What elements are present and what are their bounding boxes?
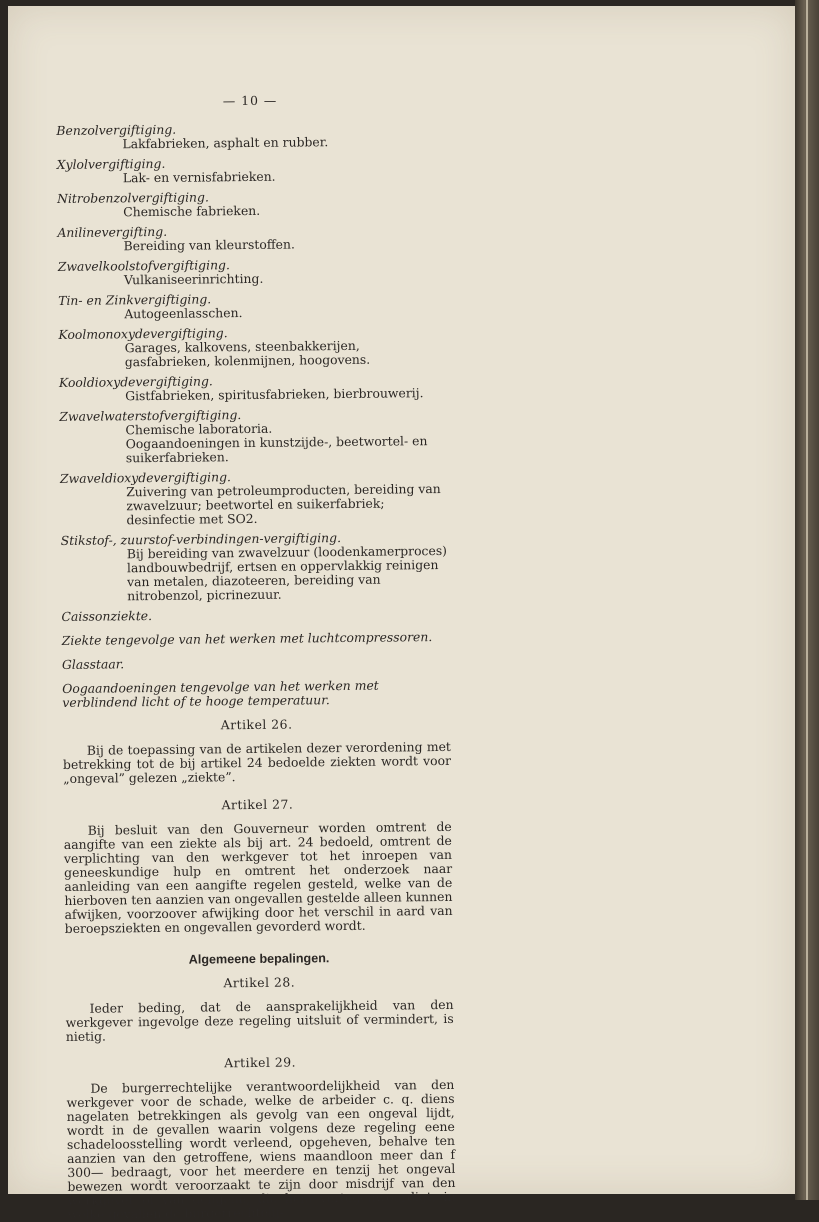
industry-text: Autogeenlasschen. bbox=[124, 305, 243, 322]
article-26-title: Artikel 26. bbox=[220, 716, 293, 733]
article-29-text: De burgerrechtelijke verantwoordelijkheid van den werkgever voor de schade, welke de arbeider c. q. diens nagelaten betrekkingen als gevolg van een ongeval lijdt, wordt in de gevallen waarin volgens deze regeling eene schadeloosstelling wordt verleend, opgeheven, behalve ten aanzien van den getroffene, wiens maandloon meer dan f 300— bedraagt, voor het meerdere en tenzij het ongeval bewezen wordt veroorzaakt te zijn door misdrijf van den werkgever of van dengene, die hem vertegenwoordigt, in welke gevallen de burgerrechtelij- bbox=[66, 1076, 456, 1222]
page-content bbox=[56, 92, 456, 1222]
disease-name: Zwavelkoolstofvergiftiging. bbox=[57, 257, 230, 274]
section-heading: Algemeene bepalingen. bbox=[188, 951, 330, 967]
disease-name: Koolmonoxydevergiftiging. bbox=[58, 325, 228, 342]
disease-name: Oogaandoeningen tengevolge van het werken met verblindend licht of te hooge temperatuur. bbox=[62, 677, 379, 710]
industry-text: Oogaandoeningen in kunstzijde-, beetwortel- en suikerfabrieken. bbox=[125, 433, 428, 466]
disease-entry bbox=[56, 120, 444, 152]
article-28-text: Ieder beding, dat de aansprakelijkheid van den werkgever ingevolge deze regeling uitsluit of vermindert, is nietig. bbox=[65, 996, 454, 1044]
article-29-title: Artikel 29. bbox=[224, 1054, 297, 1071]
disease-name: Glasstaar. bbox=[61, 656, 125, 672]
disease-name: Kooldioxydevergiftiging. bbox=[58, 373, 213, 390]
disease-name: Stikstof-, zuurstof-verbindingen-vergiftiging. bbox=[60, 530, 342, 548]
disease-name: Nitrobenzolvergiftiging. bbox=[56, 189, 209, 206]
disease-entry bbox=[57, 188, 445, 220]
disease-entry bbox=[60, 468, 449, 528]
disease-name: Benzolvergiftiging. bbox=[56, 121, 177, 138]
industry-text: Zuivering van petroleumproducten, bereiding van zwavelzuur; beetwortel en suikerfabriek; desinfectie met SO2. bbox=[126, 480, 441, 528]
industry-text: Lak- en vernisfabrieken. bbox=[122, 168, 276, 186]
disease-name: Tin- en Zinkvergiftiging. bbox=[58, 291, 212, 308]
disease-name: Caissonziekte. bbox=[61, 608, 153, 624]
disease-name: Zwaveldioxydevergiftiging. bbox=[59, 469, 232, 486]
page-number: — 10 — bbox=[222, 92, 278, 109]
disease-name: Xylolvergiftiging. bbox=[56, 155, 166, 172]
disease-entry bbox=[58, 256, 446, 288]
industry-text: Lakfabrieken, asphalt en rubber. bbox=[122, 134, 329, 152]
disease-name: Anilinevergifting. bbox=[57, 223, 168, 240]
industry-text: Garages, kalkovens, steenbakkerijen, gasfabrieken, kolenmijnen, hoogovens. bbox=[124, 337, 371, 370]
disease-list bbox=[56, 120, 450, 710]
article-27-text: Bij besluit van den Gouverneur worden omtrent de aangifte van een ziekte als bij art. 24 bedoeld, omtrent de verplichting van den werkgever tot het inroepen van geneeskundige hulp en omtrent het onderzoek naar aanleiding van een aangifte regelen gesteld, welke van de hierboven ten aanzien van ongevallen gestelde alleen kunnen afwijken, voorzoover afwijking door het verschil in aard van beroepsziekten en ongevallen gevorderd wordt. bbox=[63, 818, 453, 936]
disease-entry bbox=[59, 372, 447, 404]
industry-text: Gistfabrieken, spiritusfabrieken, bierbrouwerij. bbox=[125, 385, 424, 404]
disease-name: Zwavelwaterstofvergiftiging. bbox=[59, 407, 242, 424]
industry-text: Bereiding van kleurstoffen. bbox=[123, 236, 295, 254]
article-28-title: Artikel 28. bbox=[223, 974, 296, 991]
industry-text: Chemische laboratoria. bbox=[125, 420, 273, 438]
article-26-text: Bij de toepassing van de artikelen dezer verordening met betrekking tot de bij artikel 24 bedoelde ziekten wordt voor „ongeval” gelezen „ziekte”. bbox=[62, 738, 452, 786]
disease-entry bbox=[61, 530, 450, 604]
page-edge bbox=[806, 0, 808, 1200]
industry-text: Bij bereiding van zwavelzuur (loodenkamerproces) landbouwbedrijf, ertsen en oppervlakkig reinigen van metalen, diazoteeren, bereiding van nitrobenzol, picrinezuur. bbox=[126, 542, 448, 604]
disease-entry bbox=[57, 222, 445, 254]
industry-text: Vulkaniseerinrichting. bbox=[123, 270, 264, 288]
disease-entry bbox=[59, 406, 448, 466]
industry-text: Chemische fabrieken. bbox=[123, 202, 261, 220]
disease-entry bbox=[58, 324, 446, 370]
article-27-title: Artikel 27. bbox=[221, 796, 294, 813]
disease-name: Ziekte tengevolge van het werken met luchtcompressoren. bbox=[61, 629, 433, 648]
disease-entry bbox=[58, 290, 446, 322]
disease-entry bbox=[57, 154, 445, 186]
